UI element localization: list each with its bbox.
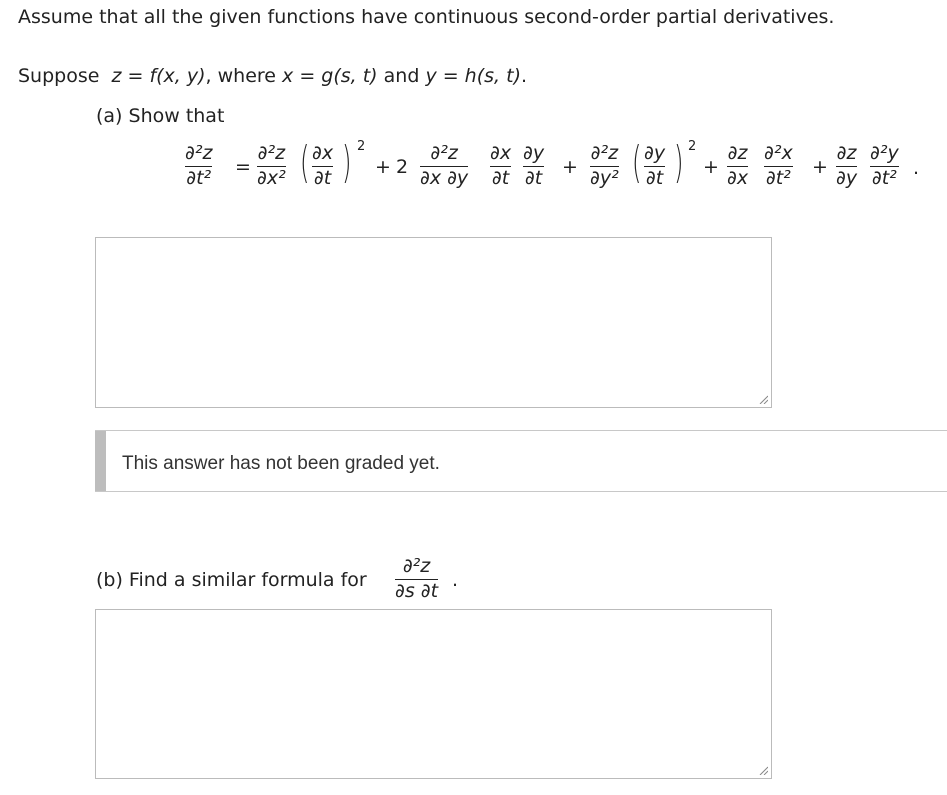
part-b-answer-textarea[interactable] (95, 609, 772, 779)
term1-denominator: ∂x² (257, 166, 286, 189)
term3-left-paren: ( (632, 137, 642, 188)
term2-factor1-fraction (490, 144, 511, 189)
term3-fraction (590, 144, 619, 189)
coefficient-two: 2 (396, 156, 409, 178)
plus-sign-1: + (375, 156, 391, 178)
formula-period: . (913, 157, 920, 179)
suppose-end: . (520, 65, 528, 87)
term2-factor1-numerator: ∂x (490, 142, 512, 164)
suppose-expr-x: x = g(s, t) (282, 65, 378, 87)
term5-numerator: ∂z (836, 142, 857, 164)
suppose-expr-y: y = h(s, t) (425, 65, 521, 87)
term3-numerator: ∂²z (590, 142, 619, 164)
term5-factor-denominator: ∂t² (871, 166, 897, 189)
term4-denominator: ∂x (727, 166, 749, 189)
term1-right-paren: ) (342, 137, 352, 188)
term2-factor2-numerator: ∂y (523, 142, 545, 164)
term2-denominator: ∂x ∂y (420, 166, 469, 189)
term1-left-paren: ( (300, 137, 310, 188)
lhs-denominator: ∂t² (186, 166, 212, 189)
term4-numerator: ∂z (727, 142, 748, 164)
term2-numerator: ∂²z (430, 142, 458, 164)
grading-status-panel (95, 430, 947, 492)
term3-inner-fraction (644, 144, 665, 189)
part-b-fraction (395, 557, 438, 602)
plus-sign-2: + (562, 156, 578, 178)
term1-inner-denominator: ∂t (313, 166, 332, 189)
term5-fraction (836, 144, 857, 189)
term3-inner-denominator: ∂t (645, 166, 664, 189)
term2-factor1-denominator: ∂t (491, 166, 510, 189)
part-a-answer-textarea[interactable] (95, 237, 772, 408)
part-b-numerator: ∂²z (402, 555, 431, 577)
suppose-lead: Suppose (18, 65, 100, 87)
part-b-period: . (452, 569, 459, 591)
term2-factor2-denominator: ∂t (524, 166, 543, 189)
lhs-fraction (185, 144, 212, 189)
term3-denominator: ∂y² (590, 166, 619, 189)
term2-fraction (420, 144, 468, 189)
grading-status-stripe (95, 431, 106, 491)
term4-factor-fraction (764, 144, 793, 189)
term5-factor-fraction (870, 144, 899, 189)
suppose-where: , where (205, 65, 276, 87)
term1-inner-numerator: ∂x (312, 142, 334, 164)
term4-factor-numerator: ∂²x (764, 142, 793, 164)
term3-right-paren: ) (674, 137, 684, 188)
term1-power: 2 (357, 139, 366, 154)
suppose-expr-z: z = f(x, y) (111, 65, 206, 87)
term3-power: 2 (688, 139, 697, 154)
term5-denominator: ∂y (836, 166, 858, 189)
suppose-line (18, 67, 527, 86)
term4-factor-denominator: ∂t² (765, 166, 791, 189)
term5-factor-numerator: ∂²y (870, 142, 899, 164)
term1-inner-fraction (312, 144, 333, 189)
lhs-numerator: ∂²z (185, 142, 213, 164)
term1-fraction (257, 144, 286, 189)
plus-sign-4: + (812, 156, 828, 178)
term2-factor2-fraction (523, 144, 544, 189)
term4-fraction (727, 144, 748, 189)
plus-sign-3: + (703, 156, 719, 178)
term1-numerator: ∂²z (257, 142, 286, 164)
equals-sign: = (235, 156, 251, 178)
suppose-and: and (383, 65, 420, 87)
grading-status-message: This answer has not been graded yet. (122, 453, 440, 474)
resize-grip-icon[interactable] (759, 395, 768, 404)
term3-inner-numerator: ∂y (644, 142, 666, 164)
resize-grip-icon[interactable] (759, 766, 768, 775)
part-b-label: (b) Find a similar formula for (96, 569, 367, 591)
part-b-denominator: ∂s ∂t (395, 579, 439, 602)
part-a-label: (a) Show that (96, 105, 225, 127)
intro-text: Assume that all the given functions have continuous second-order partial derivatives. (18, 6, 835, 28)
